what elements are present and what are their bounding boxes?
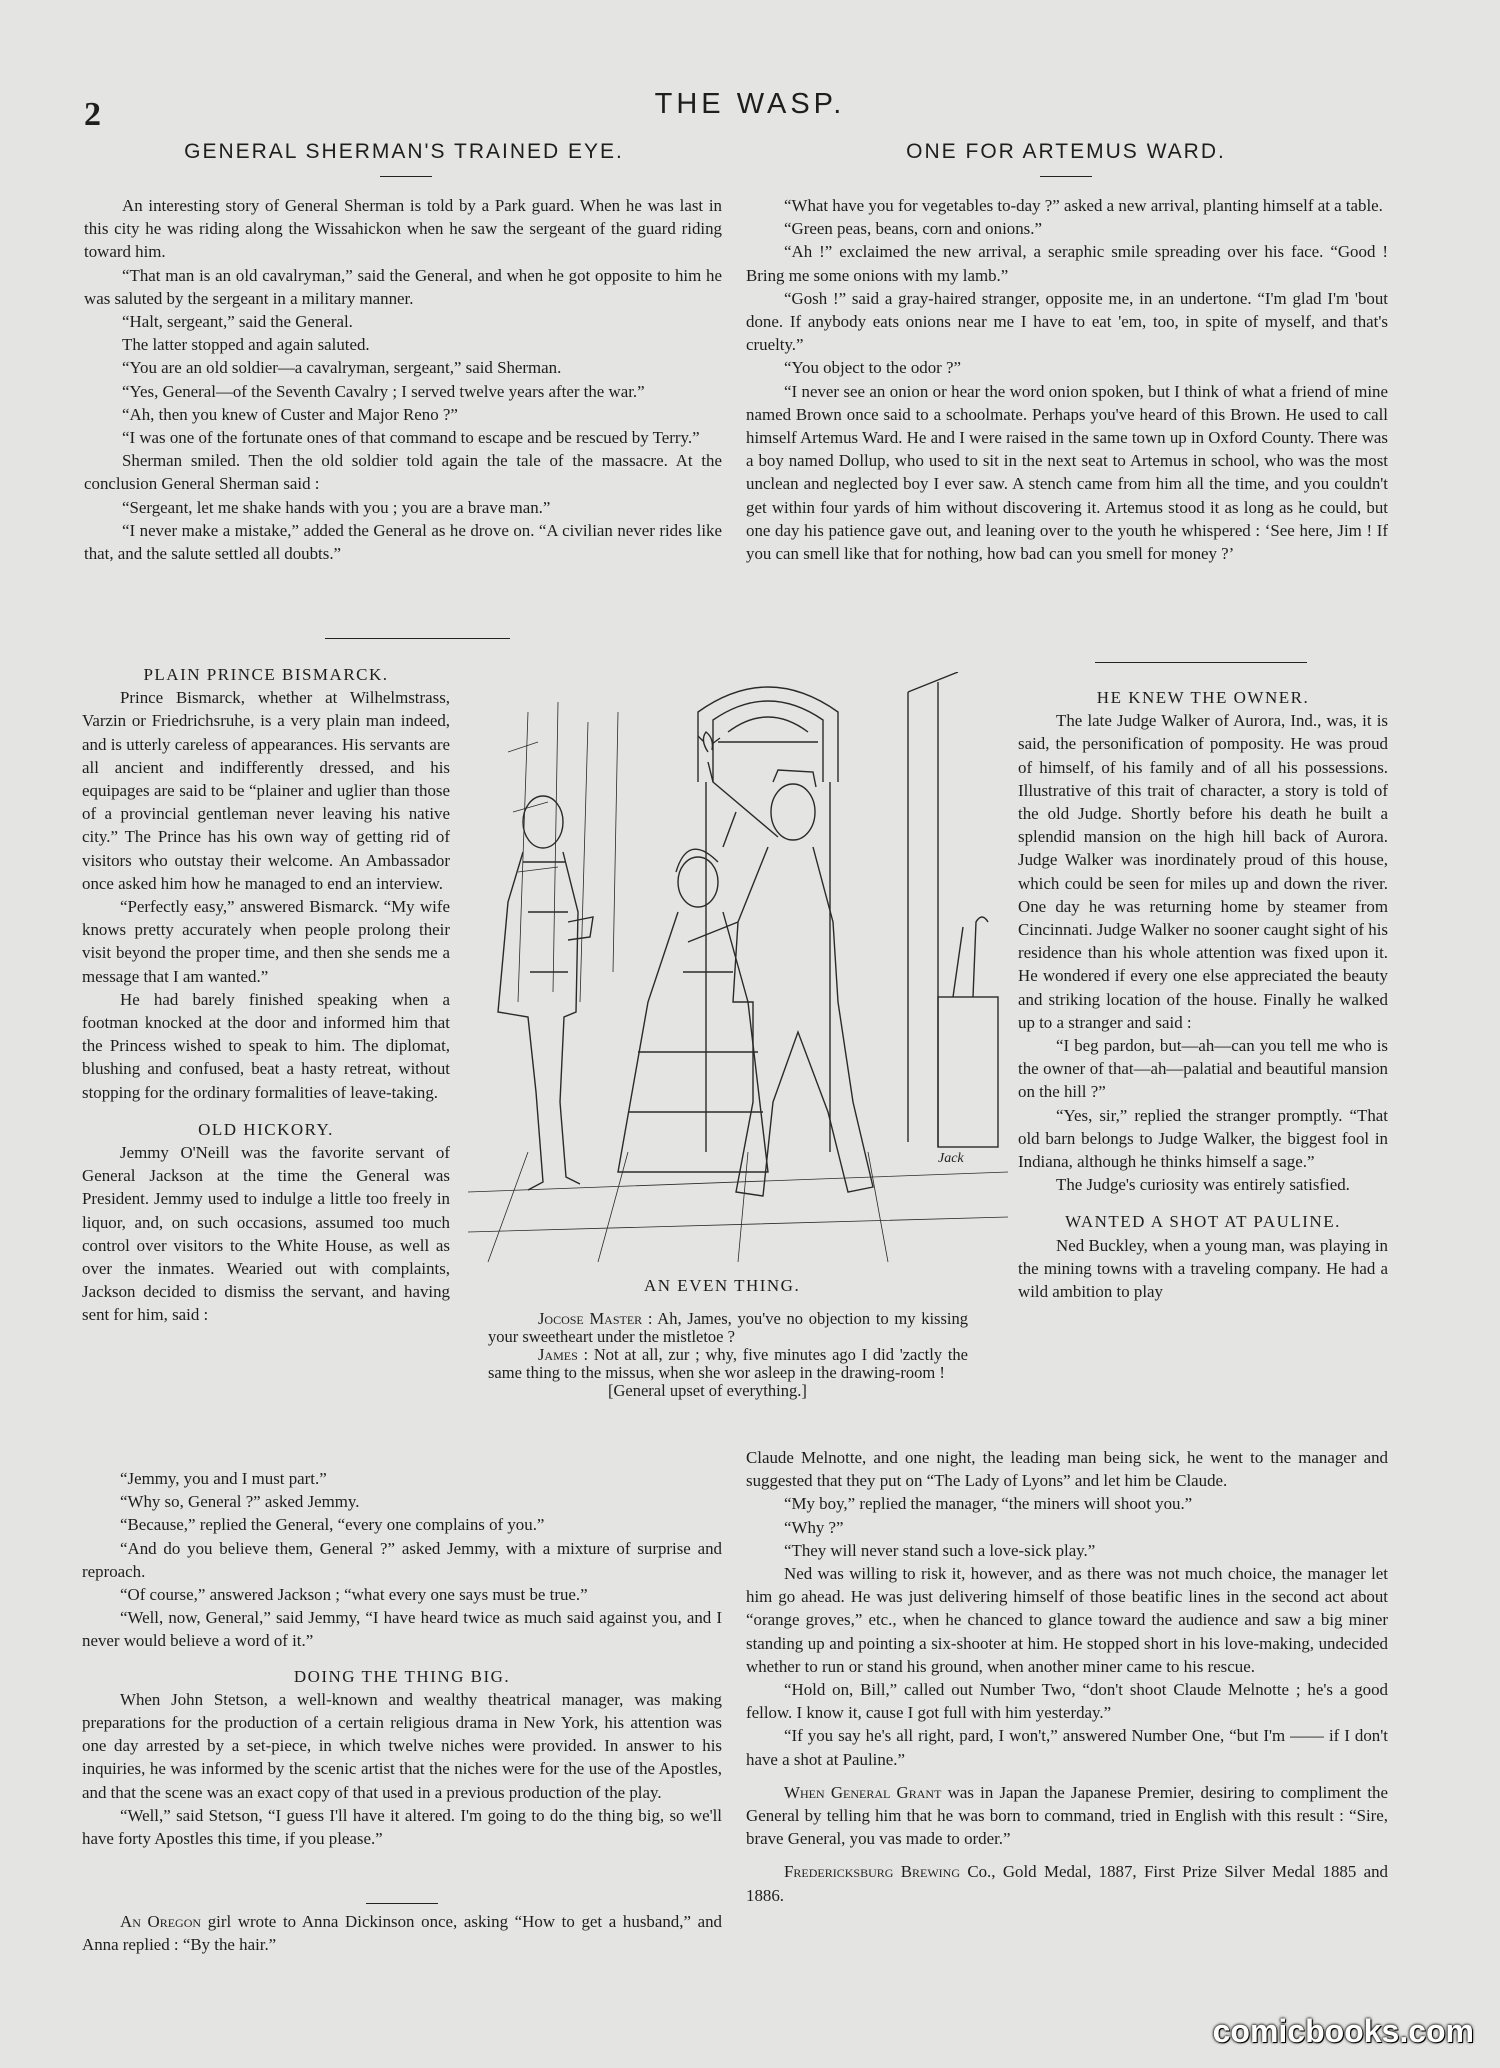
paragraph: “I never see an onion or hear the word onion spoken, but I think of what a friend of mine named Brown once said to a schoolmate. Perhaps you've heard of this Brown. He used to call himself Artemus Ward. He and I were raised in the same town up in Oxford County. There was a boy named Dollup, who used to sit in the next seat to Artemus in school, who was the most unclean and neglected boy I ever saw. A stench came from him all the time, and you couldn't get within four yards of him without discovering it. Artemus stood it as long as he could, but one day his patience gave out, and leaning over to the youth he whispered : ‘See here, Jim ! If you can smell like that for nothing, how bad can you smell for money ?’ xyxy=(746,381,1388,564)
stage-direction: [General upset of everything.] xyxy=(608,1381,807,1400)
grant-text: was in Japan the Japanese Premier, desiring to compliment the General by telling him that he was born to command, tried in English with this result : “Sire, brave General, you vas made to order.” xyxy=(746,1782,1388,1849)
pauline-title: WANTED A SHOT AT PAULINE. xyxy=(1065,1212,1341,1232)
paragraph: “You object to the odor ?” xyxy=(784,358,962,378)
bismarck-title: PLAIN PRINCE BISMARCK. xyxy=(143,665,389,684)
caption-speaker: James : xyxy=(538,1345,589,1364)
paragraph: “I never make a mistake,” added the General as he drove on. “A civilian never rides like that, and the salute settled all doubts.” xyxy=(84,520,722,564)
paragraph: “Ah, then you knew of Custer and Major Reno ?” xyxy=(122,404,458,424)
paragraph: “I beg pardon, but—ah—can you tell me who is the owner of that—ah—palatial and beautiful mansion on the hill ?” xyxy=(1018,1036,1388,1102)
paragraph: “If you say he's all right, pard, I won't,” answered Number One, “but I'm —— if I don't have a shot at Pauline.” xyxy=(746,1726,1388,1769)
mistletoe-illustration xyxy=(468,672,1008,1262)
paragraph: Jemmy O'Neill was the favorite servant of General Jackson at the time the General was President. Jemmy used to indulge a little too freely in liquor, and, on such occasions, assumed too much control over visitors to the White House, as well as over the inmates. Wearied out with complaints, Jackson decided to dismiss the servant, and having sent for him, said : xyxy=(82,1143,450,1325)
paragraph: Ned was willing to risk it, however, and as there was not much choice, the manager let him go ahead. He was just delivering himself of those beatific lines in the second act about “orange groves,” etc., when he chanced to glance toward the audience and saw a big miner standing up and pointing a six-shooter at him. He stopped short in his love-making, undecided whether to run or stand his ground, when another miner came to his rescue. xyxy=(746,1564,1388,1676)
sherman-title: GENERAL SHERMAN'S TRAINED EYE. xyxy=(184,140,624,163)
paragraph: “What have you for vegetables to-day ?” asked a new arrival, planting himself at a table. xyxy=(784,196,1383,215)
paragraph: “Halt, sergeant,” said the General. xyxy=(122,312,353,332)
caption-title: AN EVEN THING. xyxy=(644,1276,801,1295)
sherman-article xyxy=(84,194,722,565)
paragraph: “Of course,” answered Jackson ; “what every one says must be true.” xyxy=(120,1585,588,1605)
caption-line: Not at all, zur ; why, five minutes ago I did 'zactly the same thing to the missus, when she wor asleep in the drawing-room ! xyxy=(488,1345,968,1382)
artemus-title: ONE FOR ARTEMUS WARD. xyxy=(906,140,1226,163)
paragraph: “Perfectly easy,” answered Bismarck. “My wife knows pretty accurately when people prolong their visit beyond the proper time, and then she sends me a message that I am wanted.” xyxy=(82,897,450,986)
paragraph: “They will never stand such a love-sick play.” xyxy=(784,1540,1096,1560)
hickory-title: OLD HICKORY. xyxy=(198,1119,334,1139)
caption-line: Ah, James, you've no objection to my kissing your sweetheart under the mistletoe ? xyxy=(488,1309,968,1346)
paragraph: He had barely finished speaking when a footman knocked at the door and informed him that the Princess wished to speak to him. The diplomat, blushing and confused, beat a hasty retreat, without stopping for the ordinary formalities of leave-taking. xyxy=(82,989,450,1102)
paragraph: Ned Buckley, when a young man, was playing in the mining towns with a traveling company. He had a wild ambition to play xyxy=(1018,1235,1388,1302)
owner-title: HE KNEW THE OWNER. xyxy=(1096,688,1310,707)
watermark-logo: comicbooks.com xyxy=(1212,2013,1474,2049)
paragraph: “That man is an old cavalryman,” said the General, and when he got opposite to him he was saluted by the sergeant in a military manner. xyxy=(84,265,722,308)
caption-speaker: Jocose Master : xyxy=(538,1309,653,1328)
section-rule xyxy=(366,1903,438,1904)
paragraph: “Gosh !” said a gray-haired stranger, opposite me, in an undertone. “I'm glad I'm 'bout done. If anybody eats onions near me I have to eat 'em, too, in spite of myself, and that's cruelty.” xyxy=(746,288,1388,355)
brewing-text: Co., Gold Medal, 1887, First Prize Silver Medal 1885 and 1886. xyxy=(746,1862,1388,1905)
paragraph: “And do you believe them, General ?” asked Jemmy, with a mixture of surprise and reproach. xyxy=(82,1538,722,1581)
paragraph: “My boy,” replied the manager, “the miners will shoot you.” xyxy=(784,1494,1193,1514)
paragraph: “Yes, sir,” replied the stranger promptly. “That old barn belongs to Judge Walker, the biggest fool in Indiana, although he thinks himself a sage.” xyxy=(1018,1105,1388,1172)
oregon-item xyxy=(82,1910,722,1956)
paragraph: “Yes, General—of the Seventh Cavalry ; I served twelve years after the war.” xyxy=(122,381,645,401)
artist-signature: Jack xyxy=(938,1151,964,1166)
oregon-text: girl wrote to Anna Dickinson once, asking “How to get a husband,” and Anna replied : “By the hair.” xyxy=(82,1912,722,1955)
paragraph: “Because,” replied the General, “every one complains of you.” xyxy=(120,1515,545,1535)
paragraph: “Sergeant, let me shake hands with you ; you are a brave man.” xyxy=(122,497,551,517)
paragraph: The late Judge Walker of Aurora, Ind., was, it is said, the personification of pomposity. He was proud of himself, of his family and of all his possessions. Illustrative of this trait of character, a story is told of the old Judge. Shortly before his death he built a splendid mansion on the high hill back of Aurora. Judge Walker was inordinately proud of this house, which could be seen for miles up and down the river. One day he was returning home by steamer from Cincinnati. Judge Walker no sooner caught sight of his residence than his whole attention was fixed upon it. He wondered if every one else appreciated the beauty and striking location of the house. Finally he walked up to a stranger and said : xyxy=(1018,711,1388,1032)
paragraph: “Why ?” xyxy=(784,1517,844,1537)
paragraph: Sherman smiled. Then the old soldier told again the tale of the massacre. At the conclusion General Sherman said : xyxy=(84,451,722,494)
paragraph: “I was one of the fortunate ones of that command to escape and be rescued by Terry.” xyxy=(122,428,700,448)
illustration-caption xyxy=(488,1310,968,1400)
paragraph: “Hold on, Bill,” called out Number Two, “don't shoot Claude Melnotte ; he's a good fellow. I know it, cause I got full with him yesterday.” xyxy=(746,1680,1388,1723)
paragraph: “Ah !” exclaimed the new arrival, a seraphic smile spreading over his face. “Good ! Bring me some onions with my lamb.” xyxy=(746,242,1388,285)
paragraph: When John Stetson, a well-known and wealthy theatrical manager, was making preparations for the production of a certain religious drama in New York, his attention was one day arrested by a set-piece, in which twelve niches were provided. In answer to his inquiries, he was informed by the scenic artist that the niches were for the use of the Apostles, and that the scene was an exact copy of that used in a previous production of the play. xyxy=(82,1689,722,1802)
section-rule xyxy=(1095,662,1307,663)
pauline-continued xyxy=(746,1446,1388,1907)
hickory-continued xyxy=(82,1467,722,1850)
title-rule xyxy=(380,176,432,177)
paragraph: “Well, now, General,” said Jemmy, “I have heard twice as much said against you, and I never would believe a word of it.” xyxy=(82,1608,722,1651)
brewing-lead: Fredericksburg Brewing xyxy=(784,1862,960,1882)
paragraph: The Judge's curiosity was entirely satisfied. xyxy=(1056,1175,1350,1195)
oregon-lead: An Oregon xyxy=(120,1912,202,1931)
paragraph: “Green peas, beans, corn and onions.” xyxy=(784,219,1042,239)
grant-lead: When General Grant xyxy=(784,1782,942,1802)
paragraph: Claude Melnotte, and one night, the leading man being sick, he went to the manager and suggested that they put on “The Lady of Lyons” and let him be Claude. xyxy=(746,1448,1388,1491)
left-narrow-column xyxy=(82,663,450,1327)
paragraph: Prince Bismarck, whether at Wilhelmstrass, Varzin or Friedrichsruhe, is a very plain man indeed, and is utterly careless of appearances. His servants are all ancient and indifferently dressed, and his equipages are said to be “plainer and uglier than those of a provincial gentleman never leaving his native city.” The Prince has his own way of getting rid of visitors who outstay their welcome. An Ambassador once asked him how he managed to end an interview. xyxy=(82,688,450,893)
paragraph: The latter stopped and again saluted. xyxy=(122,335,370,355)
page-number: 2 xyxy=(84,96,101,133)
stetson-title: DOING THE THING BIG. xyxy=(293,1666,511,1686)
paragraph: “You are an old soldier—a cavalryman, sergeant,” said Sherman. xyxy=(122,358,562,378)
paragraph: “Why so, General ?” asked Jemmy. xyxy=(120,1492,360,1512)
right-narrow-column xyxy=(1018,686,1388,1303)
artemus-article xyxy=(746,194,1388,565)
paragraph: An interesting story of General Sherman is told by a Park guard. When he was last in this city he was riding along the Wissahickon when he saw the sergeant of the guard riding toward him. xyxy=(84,196,722,262)
section-rule xyxy=(325,638,510,639)
paragraph: “Well,” said Stetson, “I guess I'll have it altered. I'm going to do the thing big, so we'll have forty Apostles this time, if you please.” xyxy=(82,1805,722,1849)
title-rule xyxy=(1040,176,1092,177)
paragraph: “Jemmy, you and I must part.” xyxy=(120,1469,327,1488)
masthead-title: THE WASP. xyxy=(654,88,846,120)
